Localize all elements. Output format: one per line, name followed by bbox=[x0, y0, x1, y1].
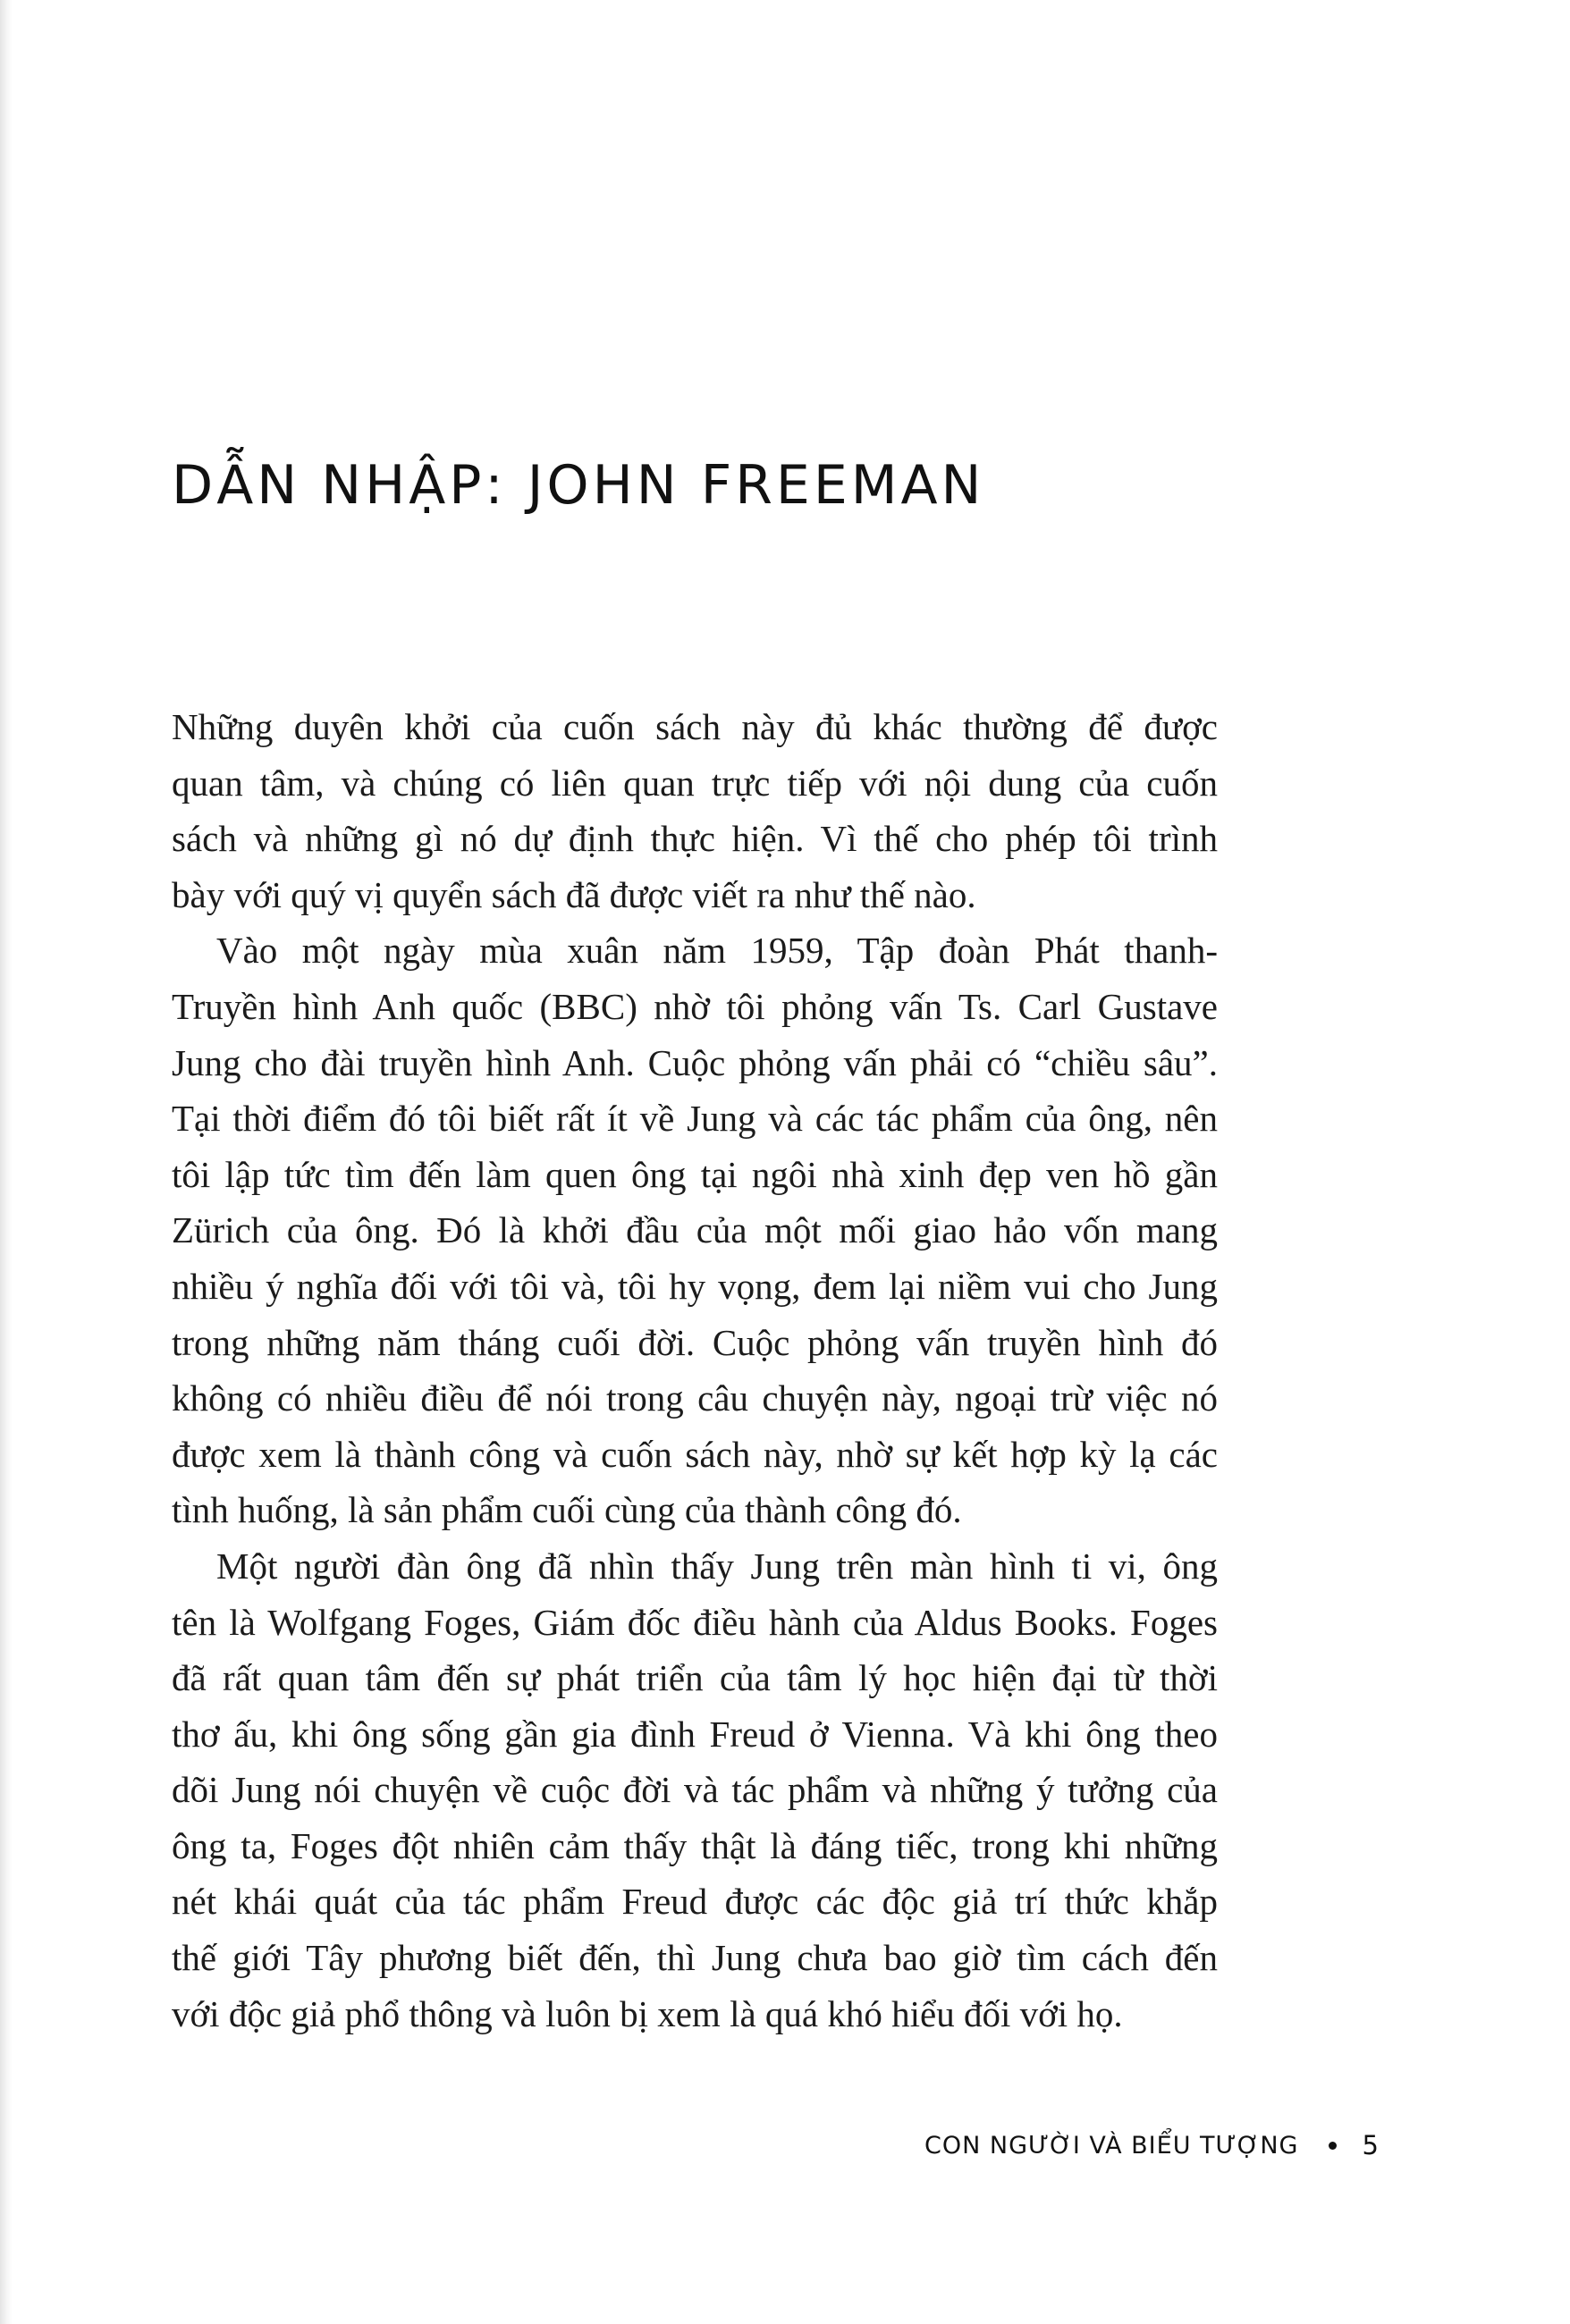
page-edge-shadow bbox=[0, 0, 13, 2324]
paragraph-line: Jung cho đài truyền hình Anh. Cuộc phỏng vấn phải có “chiều sâu”. bbox=[172, 1041, 1218, 1083]
paragraph-line: sách và những gì nó dự định thực hiện. Vì thế cho phép tôi trình bbox=[172, 818, 1218, 860]
paragraph-line: Vào một ngày mùa xuân năm 1959, Tập đoàn Phát thanh- bbox=[216, 930, 1218, 972]
paragraph-line: Truyền hình Anh quốc (BBC) nhờ tôi phỏng vấn Ts. Carl Gustave bbox=[172, 985, 1218, 1027]
paragraph-line: nhiều ý nghĩa đối với tôi và, tôi hy vọng, đem lại niềm vui cho Jung bbox=[172, 1265, 1218, 1307]
paragraph-line: Những duyên khởi của cuốn sách này đủ khác thường để được bbox=[172, 706, 1218, 747]
paragraph-2 bbox=[172, 922, 1218, 1538]
paragraph-line: quan tâm, và chúng có liên quan trực tiếp với nội dung của cuốn bbox=[172, 762, 1218, 804]
page-number: 5 bbox=[1362, 2130, 1380, 2160]
paragraph-line: không có nhiều điều để nói trong câu chuyện này, ngoại trừ việc nó bbox=[172, 1377, 1218, 1419]
paragraph-line: Một người đàn ông đã nhìn thấy Jung trên màn hình ti vi, ông bbox=[216, 1545, 1218, 1587]
paragraph-line: ông ta, Foges đột nhiên cảm thấy thật là đáng tiếc, trong khi những bbox=[172, 1824, 1218, 1866]
paragraph-line: thơ ấu, khi ông sống gần gia đình Freud ở Vienna. Và khi ông theo bbox=[172, 1713, 1218, 1755]
paragraph-1 bbox=[172, 699, 1218, 922]
paragraph-line: với độc giả phổ thông và luôn bị xem là quá khó hiểu đối với họ. bbox=[172, 1992, 1123, 2034]
paragraph-line: Tại thời điểm đó tôi biết rất ít về Jung và các tác phẩm của ông, nên bbox=[172, 1098, 1218, 1140]
paragraph-line: nét khái quát của tác phẩm Freud được các độc giả trí thức khắp bbox=[172, 1881, 1218, 1923]
paragraph-line: thế giới Tây phương biết đến, thì Jung chưa bao giờ tìm cách đến bbox=[172, 1937, 1218, 1979]
paragraph-line: đã rất quan tâm đến sự phát triển của tâm lý học hiện đại từ thời bbox=[172, 1657, 1218, 1699]
body-text bbox=[172, 699, 1218, 2042]
running-title: CON NGƯỜI VÀ BIỂU TƯỢNG bbox=[924, 2131, 1299, 2160]
running-footer bbox=[924, 2127, 1380, 2163]
paragraph-line: dõi Jung nói chuyện về cuộc đời và tác phẩm và những ý tưởng của bbox=[172, 1769, 1218, 1811]
paragraph-line: tên là Wolfgang Foges, Giám đốc điều hành của Aldus Books. Foges bbox=[172, 1601, 1218, 1643]
paragraph-line: Zürich của ông. Đó là khởi đầu của một mối giao hảo vốn mang bbox=[172, 1209, 1218, 1251]
bullet-icon bbox=[1329, 2142, 1337, 2150]
paragraph-line: bày với quý vị quyển sách đã được viết ra như thế nào. bbox=[172, 873, 976, 915]
paragraph-line: tôi lập tức tìm đến làm quen ông tại ngôi nhà xinh đẹp ven hồ gần bbox=[172, 1153, 1218, 1195]
chapter-title: DẪN NHẬP: JOHN FREEMAN bbox=[172, 454, 985, 517]
paragraph-line: tình huống, là sản phẩm cuối cùng của thành công đó. bbox=[172, 1489, 962, 1531]
paragraph-line: trong những năm tháng cuối đời. Cuộc phỏng vấn truyền hình đó bbox=[172, 1321, 1218, 1363]
paragraph-3 bbox=[172, 1538, 1218, 2042]
paragraph-line: được xem là thành công và cuốn sách này, nhờ sự kết hợp kỳ lạ các bbox=[172, 1433, 1218, 1475]
